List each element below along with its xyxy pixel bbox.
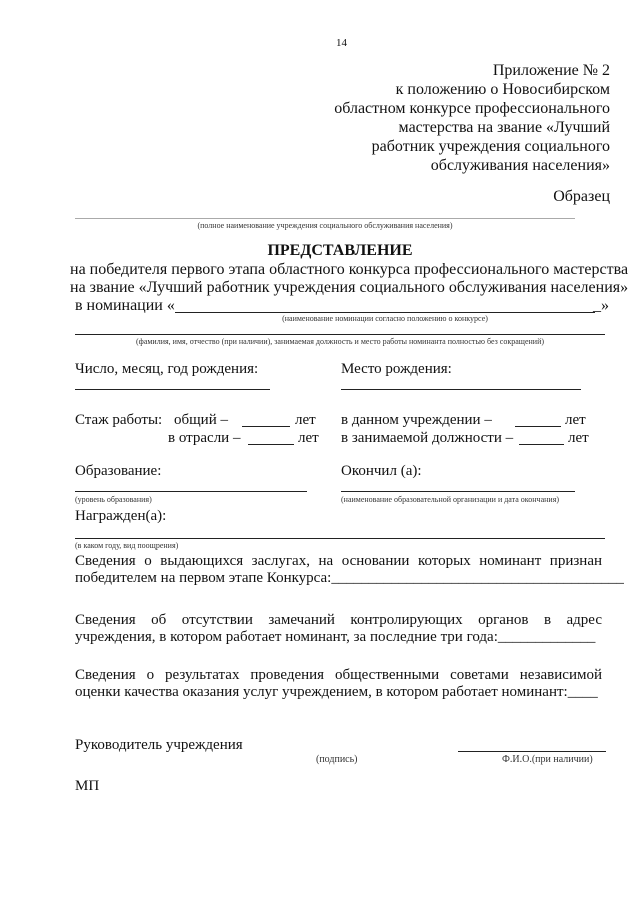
experience-position-line[interactable] [519,444,564,445]
graduated-label: Окончил (а): [341,463,422,479]
education-caption: (уровень образования) [75,495,152,504]
appendix-line-1: Приложение № 2 [492,62,610,79]
subtitle-line-2: на звание «Лучший работник учреждения социального обслуживания населения» [70,279,629,296]
org-caption: (полное наименование учреждения социального обслуживания населения) [197,221,453,230]
experience-industry-unit: лет [298,430,319,446]
experience-position-label: в занимаемой должности – [341,430,514,446]
fio-line[interactable] [458,751,606,752]
birth-date-line[interactable] [75,389,270,390]
awarded-line[interactable] [75,538,605,539]
experience-position-unit: лет [568,430,589,446]
experience-industry-line[interactable] [248,444,294,445]
nomination-caption: (наименование номинации согласно положению о конкурсе) [282,314,488,323]
education-line[interactable] [75,491,307,492]
merits-line-1: Сведения о выдающихся заслугах, на основании которых номинант признан [75,553,602,569]
appendix-line-5: работник учреждения социального [371,138,610,155]
nomination-prefix: в номинации « [75,297,175,314]
appendix-line-3: областном конкурсе профессионального [334,100,610,117]
no-remarks-line-1: Сведения об отсутствии замечаний контролирующих органов в адрес [75,612,602,628]
person-line[interactable] [75,334,605,335]
appendix-line-2: к положению о Новосибирском [395,81,610,98]
seal-label: МП [75,778,100,794]
nomination-line[interactable] [175,312,595,313]
graduated-caption: (наименование образовательной организации и дата окончания) [341,495,560,504]
experience-label: Стаж работы: [75,412,163,428]
birth-place-label: Место рождения: [341,361,452,377]
org-name-line [75,218,575,219]
awarded-label: Награжден(а): [75,508,167,524]
head-label: Руководитель учреждения [75,737,243,753]
education-label: Образование: [75,463,162,479]
experience-institution-line[interactable] [515,426,561,427]
birth-date-label: Число, месяц, год рождения: [75,361,259,377]
nomination-suffix: _» [593,297,609,314]
subtitle-line-1: на победителя первого этапа областного конкурса профессионального мастерства [70,261,629,278]
signature-caption: (подпись) [316,754,358,765]
page-number: 14 [336,37,347,49]
graduated-line[interactable] [341,491,575,492]
experience-institution-unit: лет [565,412,586,428]
experience-total-line[interactable] [242,426,290,427]
merits-line-2: победителем на первом этапе Конкурса:_______________________________________ [75,570,624,586]
sample-label: Образец [553,188,610,205]
person-caption: (фамилия, имя, отчество (при наличии), занимаемая должность и место работы номинанта полностью без сокращений) [135,337,545,346]
appendix-line-6: обслуживания населения» [430,157,610,174]
experience-total-label: общий – [174,412,228,428]
no-remarks-line-2: учреждения, в котором работает номинант, за последние три года:_____________ [75,629,596,645]
fio-caption: Ф.И.О.(при наличии) [502,754,593,765]
experience-total-unit: лет [295,412,316,428]
birth-place-line[interactable] [341,389,581,390]
councils-line-2: оценки качества оказания услуг учреждением, в котором работает номинант:____ [75,684,598,700]
experience-industry-label: в отрасли – [168,430,241,446]
appendix-line-4: мастерства на звание «Лучший [398,119,610,136]
document-title: ПРЕДСТАВЛЕНИЕ [267,242,413,259]
councils-line-1: Сведения о результатах проведения общественными советами независимой [75,667,602,683]
awarded-caption: (в каком году, вид поощрения) [75,541,179,550]
experience-institution-label: в данном учреждении – [341,412,492,428]
